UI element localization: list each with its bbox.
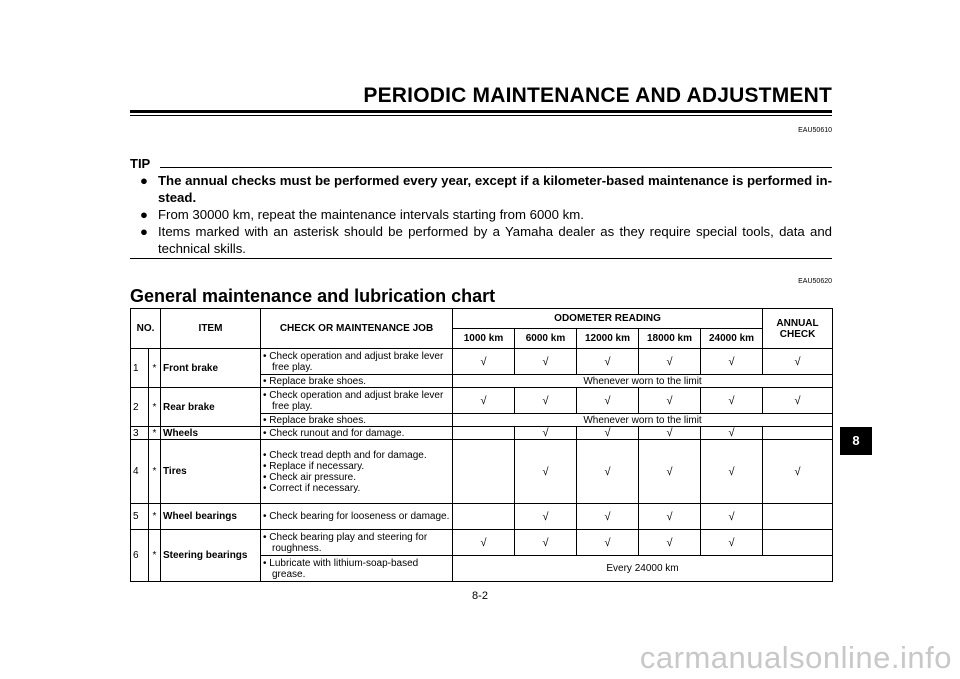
check-mark: √ bbox=[701, 349, 763, 375]
row-no: 5 bbox=[131, 504, 149, 530]
check-mark: √ bbox=[577, 440, 639, 504]
check-mark: √ bbox=[763, 349, 833, 375]
tip-item: ● The annual checks must be performed every year, except if a kilometer-based maintenance is performed in-stead. bbox=[140, 173, 832, 205]
row-no: 3 bbox=[131, 427, 149, 440]
interval-note: Whenever worn to the limit bbox=[453, 375, 833, 388]
bullet-icon: ● bbox=[140, 173, 148, 188]
header-rule bbox=[130, 110, 832, 113]
check-mark: √ bbox=[701, 427, 763, 440]
dealer-asterisk: * bbox=[149, 349, 161, 388]
empty-cell bbox=[763, 530, 833, 556]
empty-cell bbox=[453, 440, 515, 504]
dealer-asterisk: * bbox=[149, 427, 161, 440]
tip-label: TIP bbox=[130, 156, 151, 171]
item-name: Rear brake bbox=[161, 388, 261, 427]
check-mark: √ bbox=[453, 388, 515, 414]
bullet-icon: ● bbox=[140, 224, 148, 239]
item-name: Wheel bearings bbox=[161, 504, 261, 530]
dealer-asterisk: * bbox=[149, 530, 161, 582]
check-mark: √ bbox=[639, 440, 701, 504]
section-reference-code: EAU50620 bbox=[798, 278, 832, 285]
check-mark: √ bbox=[453, 530, 515, 556]
check-mark: √ bbox=[701, 530, 763, 556]
check-mark: √ bbox=[763, 388, 833, 414]
tip-item: ● Items marked with an asterisk should be performed by a Yamaha dealer as they require special tools, data and technical skills. bbox=[140, 224, 832, 256]
watermark: carmanualsonline.info bbox=[639, 640, 952, 675]
page-number: 8-2 bbox=[472, 590, 488, 602]
dealer-asterisk: * bbox=[149, 504, 161, 530]
job-text: • Check bearing for looseness or damage. bbox=[261, 504, 453, 530]
header-km: 6000 km bbox=[515, 329, 577, 349]
chapter-tab: 8 bbox=[840, 427, 872, 455]
check-mark: √ bbox=[639, 504, 701, 530]
empty-cell bbox=[763, 427, 833, 440]
header-rule-thin bbox=[130, 115, 832, 116]
check-mark: √ bbox=[515, 440, 577, 504]
interval-note: Every 24000 km bbox=[453, 556, 833, 582]
check-mark: √ bbox=[515, 530, 577, 556]
row-no: 6 bbox=[131, 530, 149, 582]
header-odometer: ODOMETER READING bbox=[453, 309, 763, 329]
check-mark: √ bbox=[577, 504, 639, 530]
interval-note: Whenever worn to the limit bbox=[453, 414, 833, 427]
dealer-asterisk: * bbox=[149, 440, 161, 504]
tip-reference-code: EAU50610 bbox=[798, 127, 832, 134]
header-km: 1000 km bbox=[453, 329, 515, 349]
job-text: • Replace brake shoes. bbox=[261, 375, 453, 388]
check-mark: √ bbox=[701, 440, 763, 504]
header-job: CHECK OR MAINTENANCE JOB bbox=[261, 309, 453, 349]
empty-cell bbox=[763, 504, 833, 530]
check-mark: √ bbox=[763, 440, 833, 504]
item-name: Tires bbox=[161, 440, 261, 504]
check-mark: √ bbox=[577, 388, 639, 414]
header-km: 12000 km bbox=[577, 329, 639, 349]
item-name: Front brake bbox=[161, 349, 261, 388]
header-item: ITEM bbox=[161, 309, 261, 349]
check-mark: √ bbox=[639, 388, 701, 414]
tip-rule-top bbox=[160, 167, 832, 168]
empty-cell bbox=[453, 504, 515, 530]
check-mark: √ bbox=[639, 427, 701, 440]
header-no: NO. bbox=[131, 309, 161, 349]
maintenance-chart-table bbox=[130, 308, 833, 582]
row-no: 2 bbox=[131, 388, 149, 427]
job-text: • Check operation and adjust brake lever free play. bbox=[261, 388, 453, 414]
check-mark: √ bbox=[577, 530, 639, 556]
section-title: General maintenance and lubrication chart bbox=[130, 286, 496, 306]
job-text: • Check runout and for damage. bbox=[261, 427, 453, 440]
tip-rule-bottom bbox=[130, 258, 832, 259]
tip-list bbox=[140, 172, 832, 257]
check-mark: √ bbox=[577, 349, 639, 375]
check-mark: √ bbox=[577, 427, 639, 440]
check-mark: √ bbox=[701, 504, 763, 530]
header-km: 18000 km bbox=[639, 329, 701, 349]
bullet-icon: ● bbox=[140, 207, 148, 222]
header-km: 24000 km bbox=[701, 329, 763, 349]
check-mark: √ bbox=[515, 388, 577, 414]
job-text: • Replace brake shoes. bbox=[261, 414, 453, 427]
check-mark: √ bbox=[701, 388, 763, 414]
tip-item: ● From 30000 km, repeat the maintenance intervals starting from 6000 km. bbox=[140, 207, 584, 222]
check-mark: √ bbox=[515, 427, 577, 440]
item-name: Steering bearings bbox=[161, 530, 261, 582]
item-name: Wheels bbox=[161, 427, 261, 440]
job-text: • Check bearing play and steering for roughness. bbox=[261, 530, 453, 556]
empty-cell bbox=[453, 427, 515, 440]
check-mark: √ bbox=[515, 504, 577, 530]
check-mark: √ bbox=[639, 530, 701, 556]
job-text: • Check tread depth and for damage. • Replace if necessary. • Check air pressure. • Correct if necessary. bbox=[261, 440, 453, 504]
check-mark: √ bbox=[453, 349, 515, 375]
page-header-title: PERIODIC MAINTENANCE AND ADJUSTMENT bbox=[363, 84, 832, 107]
header-annual-check: ANNUAL CHECK bbox=[763, 309, 833, 349]
dealer-asterisk: * bbox=[149, 388, 161, 427]
job-text: • Lubricate with lithium-soap-based grease. bbox=[261, 556, 453, 582]
check-mark: √ bbox=[515, 349, 577, 375]
row-no: 4 bbox=[131, 440, 149, 504]
row-no: 1 bbox=[131, 349, 149, 388]
check-mark: √ bbox=[639, 349, 701, 375]
job-text: • Check operation and adjust brake lever free play. bbox=[261, 349, 453, 375]
